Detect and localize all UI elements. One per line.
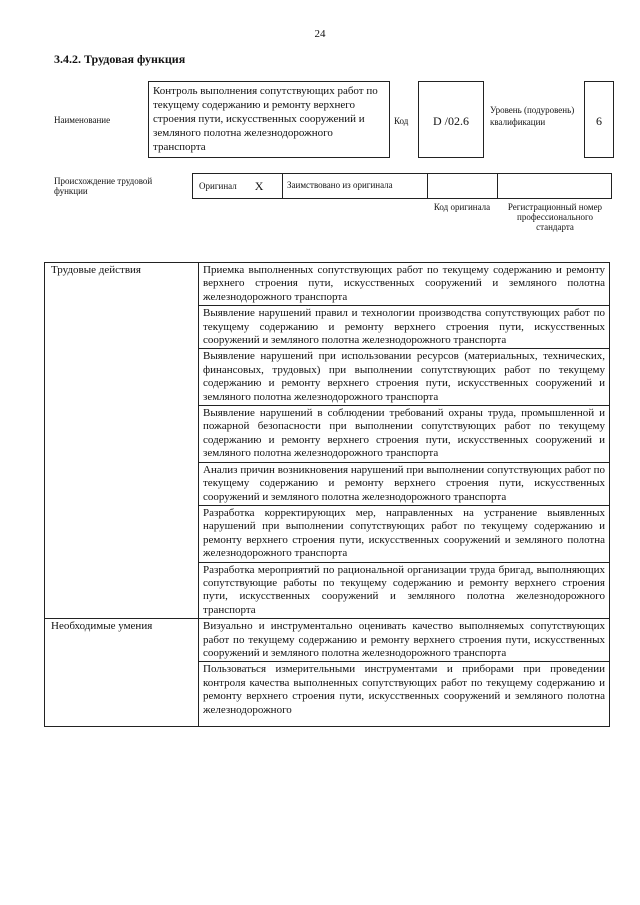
origin-code-cell <box>428 174 498 198</box>
function-table <box>44 262 610 727</box>
borrowed-label: Заимствовано из оригинала <box>287 180 393 190</box>
borrowed-cell <box>283 174 428 198</box>
code-caption: Код оригинала <box>433 202 491 212</box>
labor-action-item: Разработка мероприятий по рациональной организации труда бригад, выполняющих сопутствующие работы по текущему содержанию и ремонту верхнего строения пути, искусственных сооружений и земляного полотна железнодорожного транспорта <box>199 562 610 619</box>
reg-number-cell <box>498 174 611 198</box>
section-title: 3.4.2. Трудовая функция <box>54 52 186 66</box>
original-cell <box>193 174 283 198</box>
labor-action-item: Разработка корректирующих мер, направленных на устранение выявленных нарушений при выполнении сопутствующих работ по текущему содержанию и ремонту верхнего строения пути, искусственных сооружений и земляного полотна железнодорожного транспорта <box>199 505 610 562</box>
labor-action-item: Анализ причин возникновения нарушений при выполнении сопутствующих работ по текущему содержанию и ремонту верхнего строения пути, искусственных сооружений и земляного полотна железнодорожного транспорта <box>199 462 610 505</box>
skill-item <box>199 662 610 727</box>
labor-action-item: Выявление нарушений в соблюдении требований охраны труда, промышленной и пожарной безопасности при выполнении сопутствующих работ по текущему содержанию и ремонту верхнего строения пути, искусственных сооружений и земляного полотна железнодорожного транспорта <box>199 406 610 463</box>
level-box: 6 <box>584 81 614 158</box>
labor-actions-label: Трудовые действия <box>45 263 199 619</box>
function-name-box: Контроль выполнения сопутствующих работ по текущему содержанию и ремонту верхнего строения пути, искусственных сооружений и земляного полотна железнодорожного транспорта <box>148 81 390 158</box>
original-label: Оригинал <box>199 181 237 191</box>
name-label: Наименование <box>54 115 111 125</box>
table-row <box>45 619 610 662</box>
page-number: 24 <box>314 28 326 40</box>
skill-item: Визуально и инструментально оценивать качество выполняемых сопутствующих работ по текущему содержанию и ремонту верхнего строения пути, искусственных сооружений и земляного полотна железнодорожного транспорта <box>199 619 610 662</box>
table-row <box>45 263 610 306</box>
origin-label: Происхождение трудовой функции <box>54 176 153 196</box>
origin-row <box>192 173 612 199</box>
function-code-box: D /02.6 <box>418 81 484 158</box>
labor-action-item: Приемка выполненных сопутствующих работ по текущему содержанию и ремонту верхнего строения пути, искусственных сооружений и земляного полотна железнодорожного транспорта <box>199 263 610 306</box>
skill-item-text: Пользоваться измерительными инструментами и приборами при проведении контроля качества выполненных сопутствующих работ по текущему содержанию и ремонту верхнего строения пути, искусственных сооружений и земляного полотна железнодорожного <box>203 663 605 716</box>
skills-label: Необходимые умения <box>45 619 199 727</box>
original-mark: X <box>254 178 264 193</box>
level-label: Уровень (подуровень) квалификации <box>490 105 575 127</box>
labor-action-item: Выявление нарушений правил и технологии производства сопутствующих работ по текущему содержанию и ремонту верхнего строения пути, искусственных сооружений и земляного полотна железнодорожного транспорта <box>199 306 610 349</box>
labor-action-item: Выявление нарушений при использовании ресурсов (материальных, технических, финансовых, трудовых) при выполнении сопутствующих работ по текущему содержанию и ремонту верхнего строения пути, искусственных сооружений и земляного полотна железнодорожного транспорта <box>199 349 610 406</box>
reg-caption: Регистрационный номер профессионального стандарта <box>507 202 603 232</box>
code-label: Код <box>394 116 409 126</box>
